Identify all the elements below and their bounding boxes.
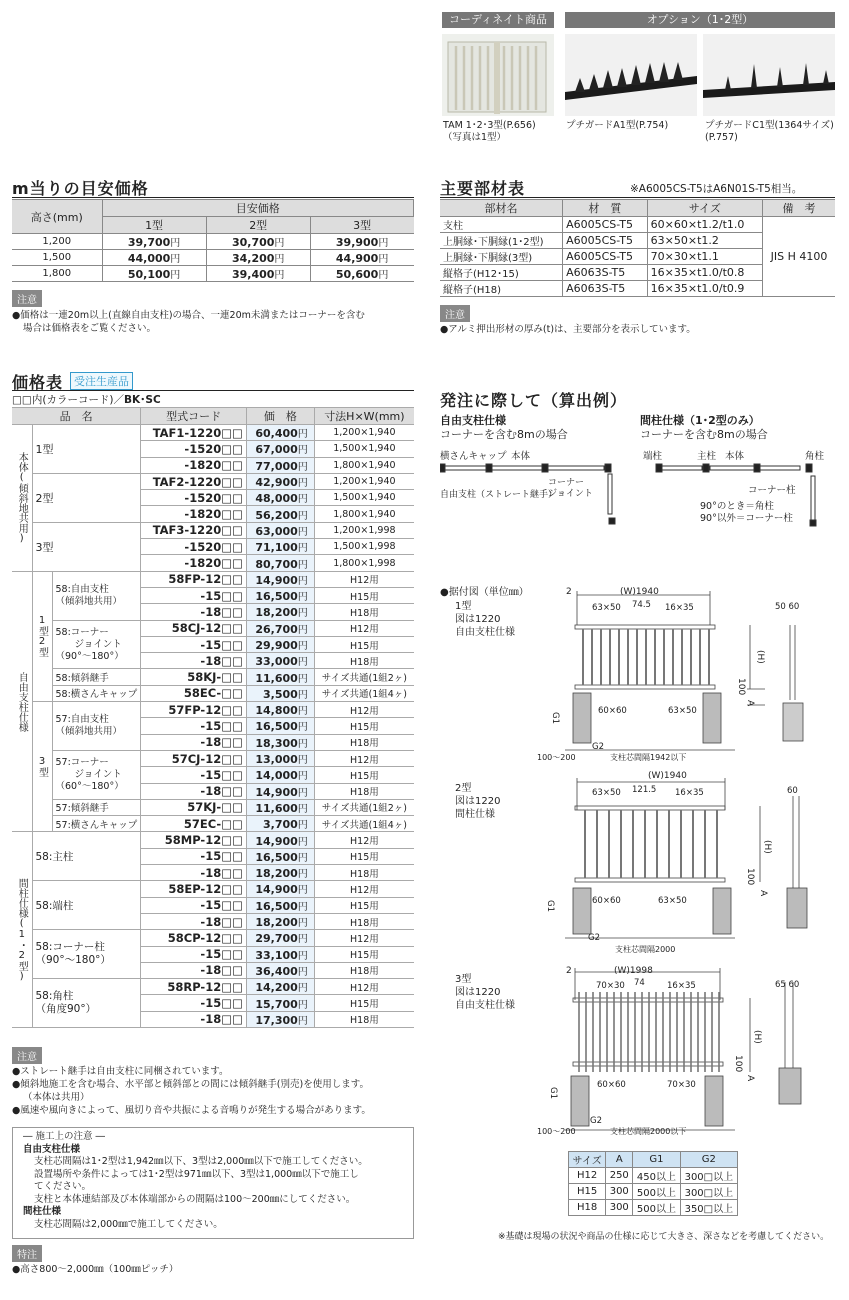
d1-width: (W)1940	[620, 587, 659, 597]
label-main-post: 主柱	[697, 451, 717, 462]
d3-width: (W)1998	[614, 966, 653, 976]
order-example-title: 発注に際して（算出例）	[440, 391, 628, 410]
materials-note-text: ●アルミ押出形材の厚み(t)は、主要部分を表示しています。	[440, 324, 696, 335]
tam-photo	[442, 34, 554, 116]
d2-pitch: 支柱芯間隔2000	[615, 945, 676, 954]
bottom-notes: ●ストレート継手は自由支柱に同梱されています。 ●傾斜地施工を含む場合、水平部と傾斜部との間には傾斜継手(別売)を使用します。 （本体は共用） ●風速や風向きによって、風切り音や共振による音鳴りが発生する場合があります。	[12, 1066, 371, 1116]
label-corner-joint: コーナー ジョイント	[548, 478, 593, 499]
d3-two: 2	[566, 966, 572, 976]
d3-100: 100	[733, 1055, 743, 1073]
color-code-line: □□内(カラーコード)／BK･SC	[12, 394, 161, 406]
drawing3-caption: 3型 図は1220 自由支柱仕様	[455, 974, 515, 1011]
install-title: ●据付図（単位㎜）	[440, 587, 529, 598]
mid-post-heading: 間柱仕様（1･2型のみ）	[640, 414, 760, 427]
d1-rail: 63×50	[668, 706, 697, 716]
d2-A: A	[758, 890, 768, 897]
mid-post-sub: コーナーを含む8mの場合	[640, 428, 768, 441]
d3-rail-dim: 70×30	[596, 981, 625, 991]
m-price-row: 1,500 44,000円 34,200円 44,900円	[12, 250, 414, 266]
foundation-footnote: ※基礎は現場の状況や商品の仕様に応じて大きさ、深さなどを考慮してください。	[498, 1232, 830, 1242]
d1-gap: 100～200	[537, 753, 576, 762]
petit-guard-c1-photo	[703, 34, 835, 116]
drawing1-caption: 1型 図は1220 自由支柱仕様	[455, 601, 515, 638]
d3-G1: G1	[548, 1087, 558, 1099]
drawing2-caption: 2型 図は1220 間柱仕様	[455, 783, 501, 820]
label-body: 本体	[511, 451, 531, 462]
gate-image	[442, 34, 554, 116]
m-price-note: ●価格は一連20m以上(直線自由支柱)の場合、一連20m未満またはコーナーを含む 場合は価格表をご覧ください。	[12, 310, 365, 334]
label-end-post: 端柱	[643, 451, 663, 462]
d3-pitch-dim: 74	[634, 978, 645, 988]
d2-slat-dim: 16×35	[675, 788, 704, 798]
d3-A: A	[745, 1075, 755, 1082]
d1-slat-dim: 16×35	[665, 603, 694, 613]
d3-side: 65 60	[775, 980, 800, 990]
d3-gap: 100～200	[537, 1127, 576, 1136]
d2-rail-dim: 63×50	[592, 788, 621, 798]
label-free-post: 自由支柱（ストレート継手）	[440, 490, 558, 500]
d2-H: (H)	[762, 840, 772, 854]
d2-side: 60	[787, 786, 798, 796]
label-body-2: 本体	[725, 451, 745, 462]
d1-100: 100	[736, 678, 746, 696]
made-to-order-badge: 受注生産品	[70, 372, 133, 390]
d2-width: (W)1940	[648, 771, 687, 781]
label-cap: 横さんキャップ	[440, 451, 507, 462]
label-corner-column: コーナー柱	[748, 485, 796, 496]
foundation-size-table: サイズ A G1 G2 H12 250 450以上 300□以上 H15 300 500以上 300□以上 H18 300 500以上 350□以上	[568, 1151, 738, 1216]
d1-G2: G2	[592, 742, 604, 752]
d3-rail: 70×30	[667, 1080, 696, 1090]
d3-slat-dim: 16×35	[667, 981, 696, 991]
m-price-row: 1,800 50,100円 39,400円 50,600円	[12, 266, 414, 282]
d1-H: (H)	[755, 650, 765, 664]
d3-pitch: 支柱芯間隔2000以下	[610, 1127, 687, 1136]
d1-side: 50 60	[775, 602, 800, 612]
d2-100: 100	[745, 868, 755, 886]
m-price-row: 1,200 39,700円 30,700円 39,900円	[12, 234, 414, 250]
label-angle-note: 90°のとき＝角柱 90°以外＝コーナー柱	[700, 501, 793, 524]
d1-A: A	[745, 700, 755, 707]
label-corner-post: 角柱	[805, 451, 825, 462]
m-price-title: m当りの目安価格	[12, 179, 149, 198]
d2-rail: 63×50	[658, 896, 687, 906]
d2-G2: G2	[588, 933, 600, 943]
spike-c-image	[703, 34, 835, 116]
special-order-tag: 特注	[12, 1245, 42, 1262]
coordinate-header: コーディネイト商品	[442, 12, 554, 28]
d3-H: (H)	[752, 1030, 762, 1044]
option-header: オプション（1･2型）	[565, 12, 835, 28]
materials-note: ※A6005CS-T5はA6N01S-T5相当。	[630, 183, 803, 195]
petit-guard-a1-photo	[565, 34, 697, 116]
d1-post: 60×60	[598, 706, 627, 716]
d2-G1: G1	[545, 900, 555, 912]
tam-caption: TAM 1･2･3型(P.656) （写真は1型）	[443, 120, 536, 143]
special-order-note: ●高さ800～2,000㎜（100㎜ピッチ）	[12, 1264, 179, 1275]
materials-table: 部材名 材 質 サイズ 備 考 支柱 A6005CS-T5 60×60×t1.2/t1.0 JIS H 4100 上胴縁･下胴縁(1･2型) A6005CS-T5 63×50×t1.2 上胴縁･下胴縁(3型) A6005CS-T5 70×30×t1.1 縦格子(H12･15) A6063S-T5 16×35×t1.0/t0.8 縦格子(H18) A6063S-T5 16×35×t1.0/t0.9	[440, 199, 835, 297]
construction-notes-box: ― 施工上の注意 ― 自由支柱仕様 支柱芯間隔は1･2型は1,942㎜以下、3型は2,000㎜以下で施工してください。 設置場所や条件によっては1･2型は971㎜以下、3型は1,000㎜以下で施工し てください。 支柱と本体連結部及び本体端部からの間隔は100～200㎜にしてください。 間柱仕様 支柱芯間隔は2,000㎜で施工してください。	[12, 1127, 414, 1239]
d1-pitch-dim: 74.5	[632, 600, 651, 610]
spike-a-image	[565, 34, 697, 116]
d2-pitch-dim: 121.5	[632, 785, 657, 795]
free-post-heading: 自由支柱仕様	[440, 414, 506, 427]
d2-post: 60×60	[592, 896, 621, 906]
d1-rail-dim: 63×50	[592, 603, 621, 613]
d1-G1: G1	[550, 712, 560, 724]
price-table-title: 価格表	[12, 373, 64, 392]
m-price-table: 高さ(mm) 目安価格 1型 2型 3型 1,200 39,700円 30,700円 39,900円 1,500 44,000円 34,200円 44,900円 1,800 50,100円 39,400円 50,600円	[12, 199, 414, 282]
free-post-sub: コーナーを含む8mの場合	[440, 428, 568, 441]
m-price-note-tag: 注意	[12, 290, 42, 307]
bottom-note-tag: 注意	[12, 1047, 42, 1064]
guard-a1-caption: プチガードA1型(P.754)	[566, 120, 669, 131]
materials-note-tag: 注意	[440, 305, 470, 322]
materials-title: 主要部材表	[440, 179, 526, 198]
d1-two: 2	[566, 587, 572, 597]
guard-c1-caption: プチガードC1型(1364サイズ) (P.757)	[705, 120, 834, 143]
d1-pitch: 支柱芯間隔1942以下	[610, 753, 687, 762]
d3-G2: G2	[590, 1116, 602, 1126]
d3-post: 60×60	[597, 1080, 626, 1090]
price-table: 品 名 型式コード 価 格 寸法H×W(mm) 本体(傾斜地共用) 1型 TAF1-1220□□ 60,400円 1,200×1,940 -1520□□ 67,000円 1,500×1,940 -1820□□ 77,000円 1,800×1,940 2型 TAF2-1220□□ 42,900円 1,200×1,940 -1520□□ 48,000円 1,500×1,940 -1820□□ 56,200円 1,800×1,940 3型 TAF3-1220□□ 63,000円 1,200×1,998 -1520□□ 71,100円 1,500×1,998 -1820□□ 80,700円 1,800×1,998 自由支柱仕様 1型2型 58:自由支柱 （傾斜地共用） 58FP-12□□ 14,900円 H12用 -15□□ 16,500円 H15用 -18□□ 18,200円 H18用 58:コーナー ジョイント （90°～180°） 58CJ-12□□ 26,700円 H12用 -15□□ 29,900円 H15用 -18□□ 33,000円 H18用 58:傾斜継手 58KJ-□□ 11,600円 サイズ共通(1組2ヶ) 58:横さんキャップ 58EC-□□ 3,500円 サイズ共通(1組4ヶ) 3型 57:自由支柱 （傾斜地共用） 57FP-12□□ 14,800円 H12用 -15□□ 16,500円 H15用 -18□□ 18,300円 H18用 57:コーナー ジョイント （60°～180°） 57CJ-12□□ 13,000円 H12用 -15□□ 14,000円 H15用 -18□□ 14,900円 H18用 57:傾斜継手 57KJ-□□ 11,600円 サイズ共通(1組2ヶ) 57:横さんキャップ 57EC-□□ 3,700円 サイズ共通(1組4ヶ) 間柱仕様(1･2型) 58:主柱 58MP-12□□ 14,900円 H12用 -15□□ 16,500円 H15用 -18□□ 18,200円 H18用 58:端柱 58EP-12□□ 14,900円 H12用 -15□□ 16,500円 H15用 -18□□ 18,200円 H18用 58:コーナー柱 （90°～180°） 58CP-12□□ 29,700円 H12用 -15□□ 33,100円 H15用 -18□□ 36,400円 H18用 58:角柱 （角度90°） 58RP-12□□ 14,200円 H12用 -15□□ 15,700円 H15用 -18□□ 17,300円 H18用	[12, 407, 414, 1028]
